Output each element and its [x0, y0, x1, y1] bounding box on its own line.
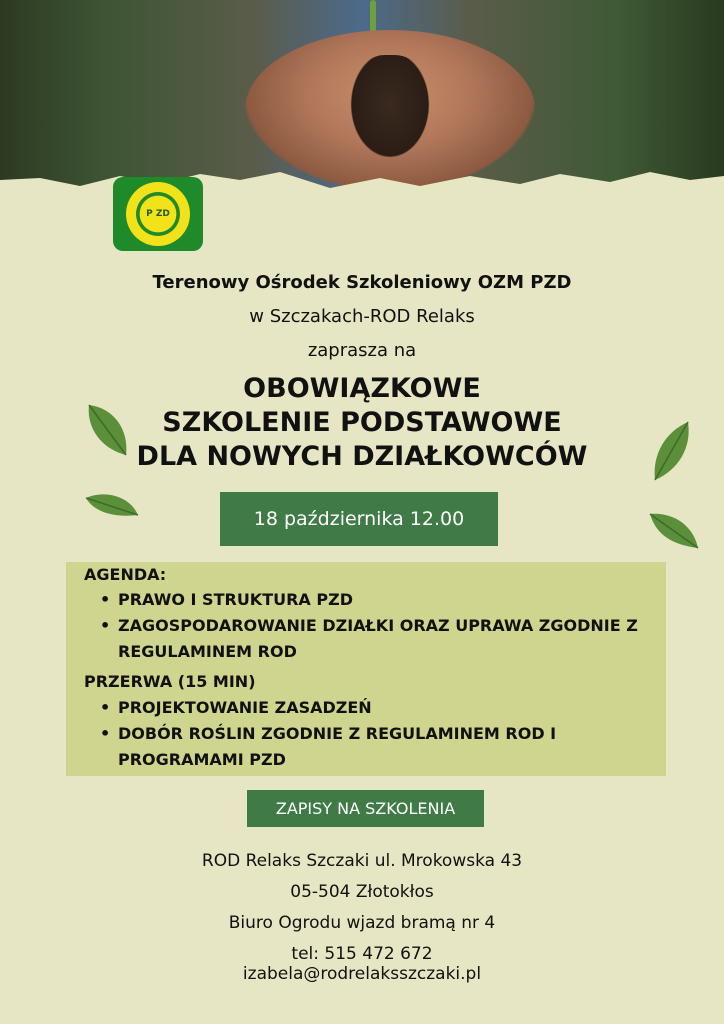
agenda-item: • ZAGOSPODAROWANIE DZIAŁKI ORAZ UPRAWA ZGODNIE Z REGULAMINEM ROD — [100, 613, 660, 665]
sunflower-icon — [126, 182, 190, 246]
phone-number: tel: 515 472 672 — [291, 944, 433, 964]
torn-paper-edge — [0, 150, 724, 220]
agenda-list-1 — [100, 587, 660, 665]
address-line-1: ROD Relaks Szczaki ul. Mrokowska 43 — [201, 851, 523, 871]
logo-letters — [141, 197, 175, 231]
soil-icon — [345, 55, 435, 165]
logo-letter-d: D — [162, 208, 170, 219]
agenda-break: PRZERWA (15 MIN) — [84, 672, 256, 691]
event-date: 18 października 12.00 — [220, 492, 498, 546]
headline-line-3: DLA NOWYCH DZIAŁKOWCÓW — [136, 441, 588, 472]
address-line-2: 05-504 Złotokłos — [290, 882, 434, 902]
leaf-icon — [84, 400, 134, 460]
logo-letter-z: Z — [155, 208, 163, 219]
leaf-icon — [84, 490, 140, 520]
email-address[interactable]: izabela@rodrelaksszczaki.pl — [242, 964, 482, 984]
leaf-icon — [648, 510, 700, 550]
pzd-logo — [113, 177, 203, 251]
agenda-item: • DOBÓR ROŚLIN ZGODNIE Z REGULAMINEM ROD I PROGRAMAMI PZD — [100, 721, 660, 773]
address-block — [0, 846, 724, 970]
logo-letter-p: P — [146, 208, 153, 219]
agenda-title: AGENDA: — [84, 565, 167, 584]
organizer-name: Terenowy Ośrodek Szkoleniowy OZM PZD — [152, 272, 572, 293]
agenda-box — [66, 562, 666, 776]
headline-line-1: OBOWIĄZKOWE — [243, 373, 481, 404]
signup-button[interactable]: ZAPISY NA SZKOLENIA — [247, 790, 484, 827]
organizer-location: w Szczakach-ROD Relaks — [249, 306, 475, 327]
agenda-item: • PROJEKTOWANIE ZASADZEŃ — [100, 695, 660, 721]
invite-text: zaprasza na — [307, 340, 417, 361]
agenda-list-2 — [100, 695, 660, 773]
leaf-icon — [650, 420, 692, 482]
headline-line-2: SZKOLENIE PODSTAWOWE — [162, 407, 562, 438]
address-line-3: Biuro Ogrodu wjazd bramą nr 4 — [228, 913, 496, 933]
agenda-item: • PRAWO I STRUKTURA PZD — [100, 587, 660, 613]
